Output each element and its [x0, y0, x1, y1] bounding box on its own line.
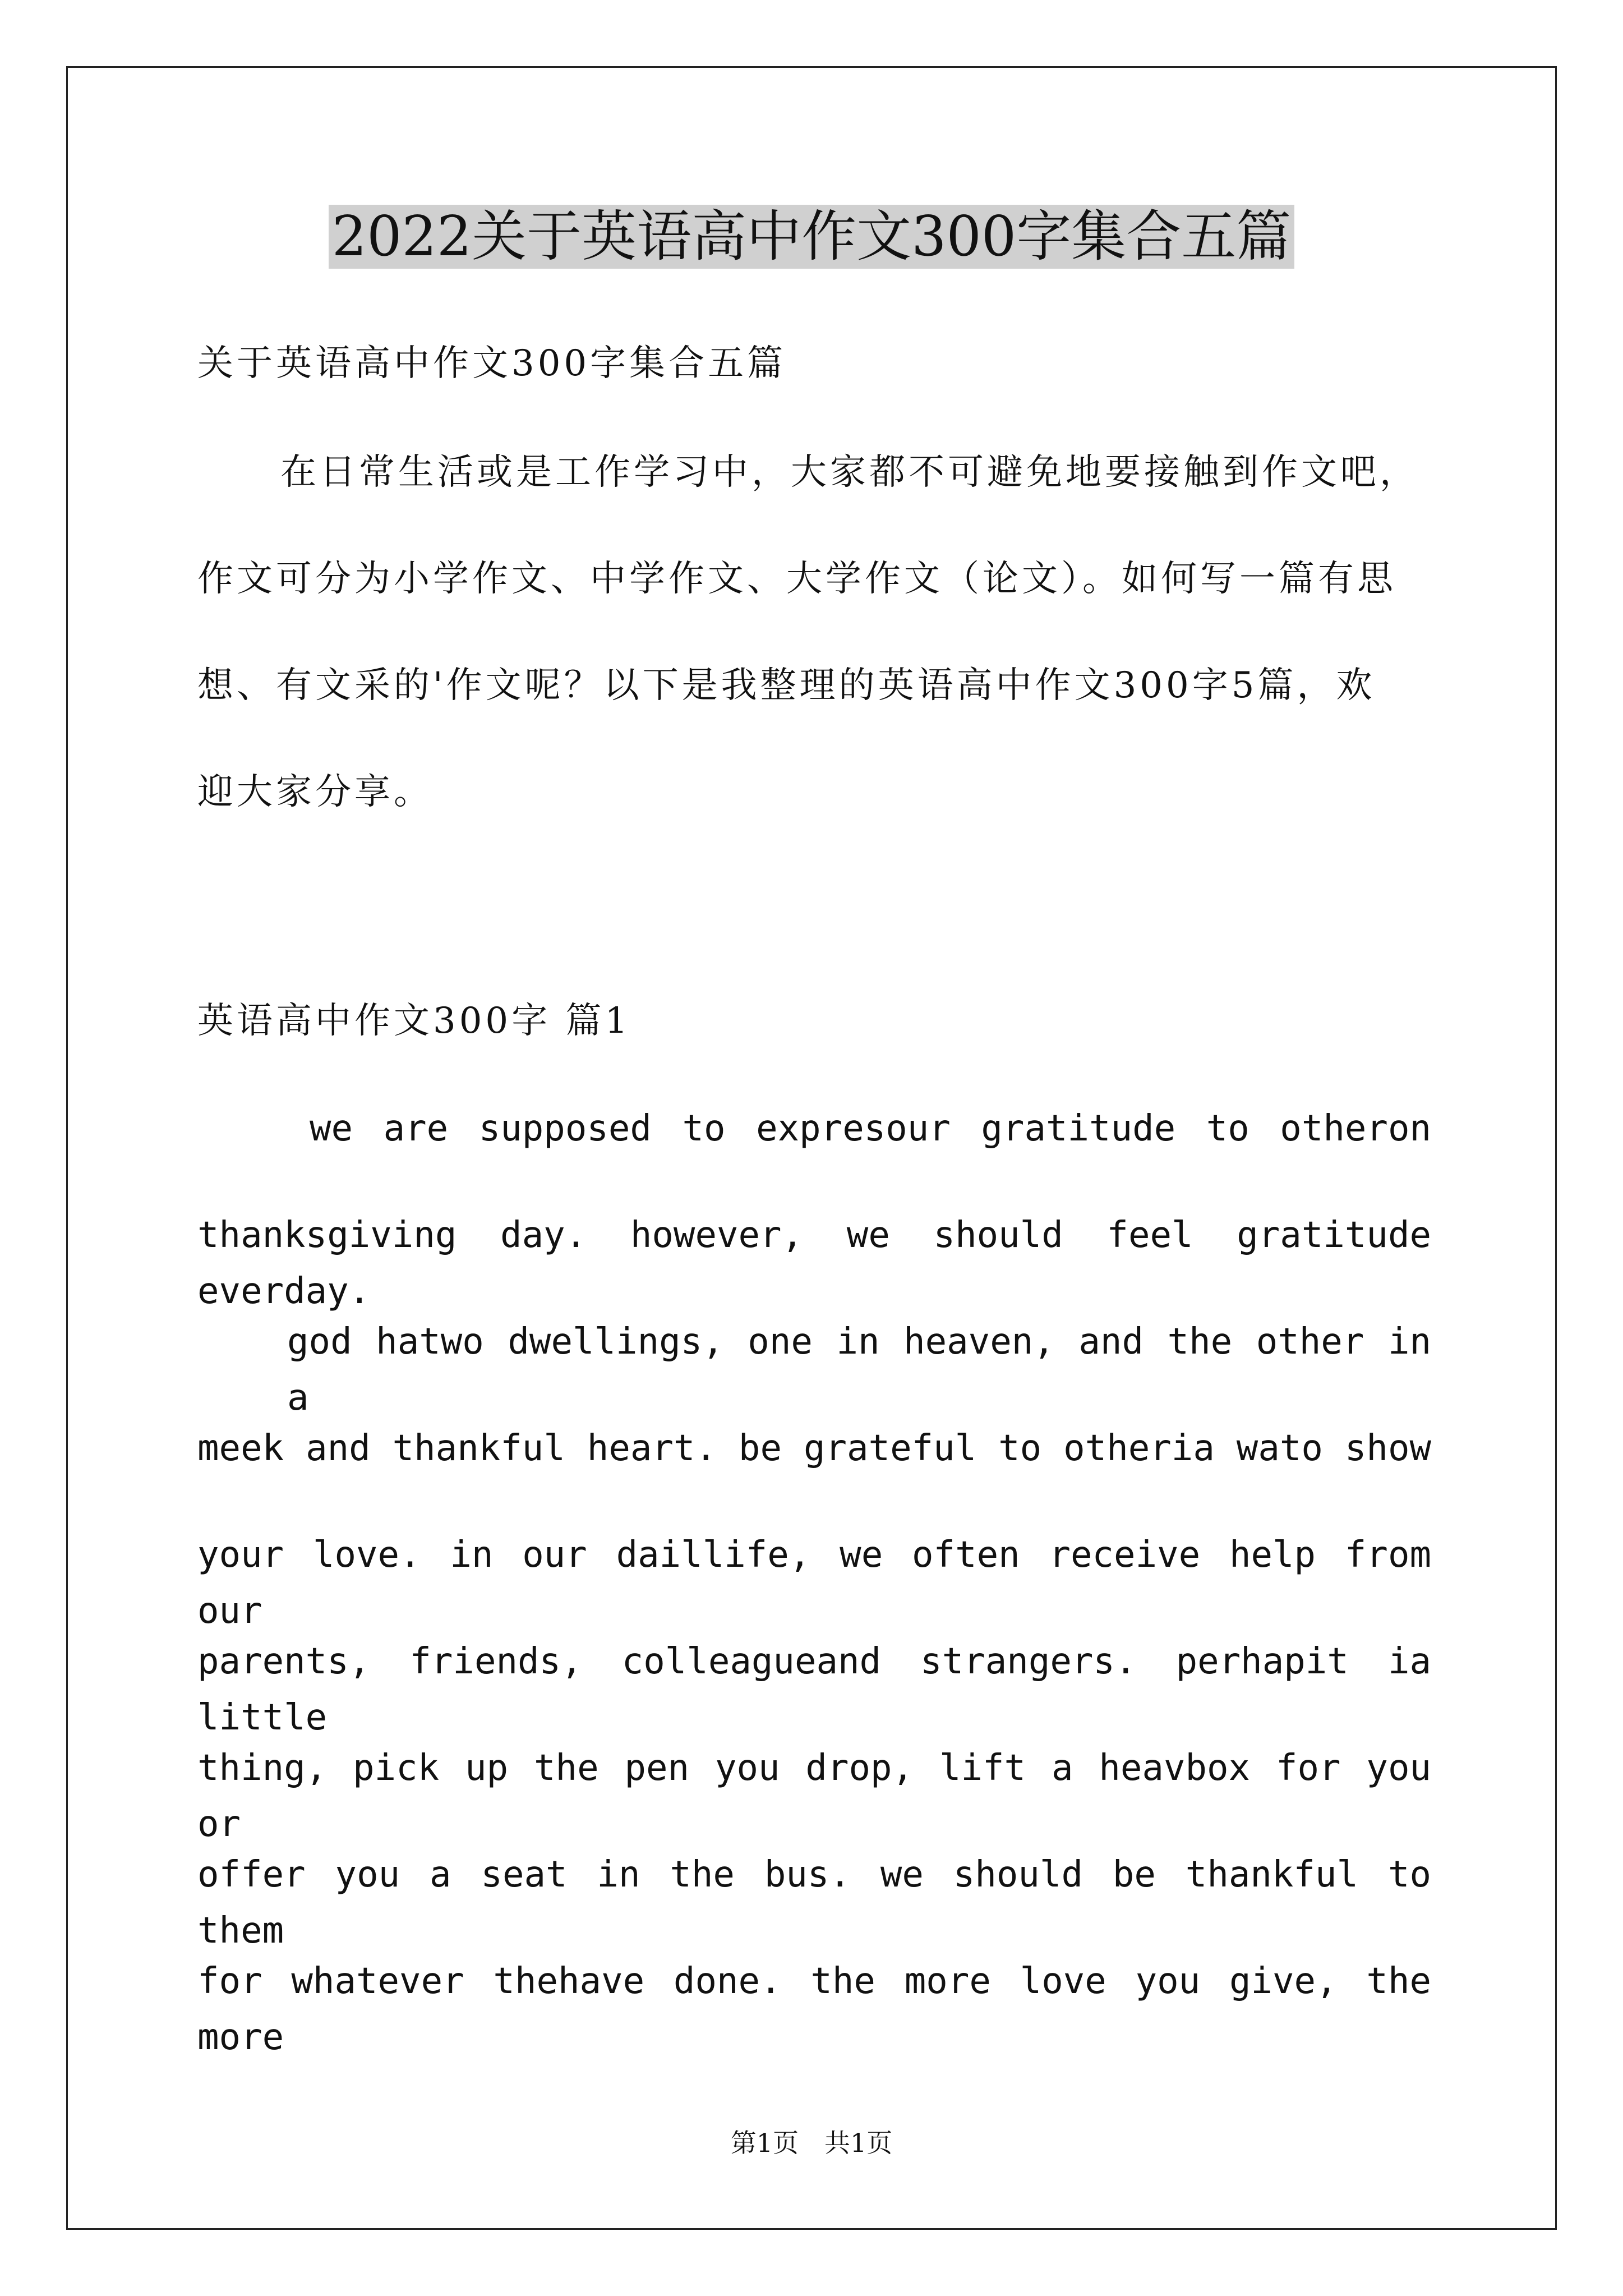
intro-line-1: 在日常生活或是工作学习中，大家都不可避免地要接触到作文吧， — [280, 452, 1419, 493]
page-number-footer: 第1页 共1页 — [730, 2128, 893, 2158]
essay-line-5: your love. in our daillife, we often receive help from our — [197, 1534, 1431, 1632]
essay-line-1: we are supposed to expresour gratitude to otheron — [310, 1108, 1431, 1149]
essay-line-9: for whatever thehave done. the more love you give, the more — [197, 1961, 1431, 2058]
essay-line-6: parents, friends, colleagueand strangers. perhapit ia little — [197, 1641, 1431, 1738]
document-title — [0, 197, 1623, 276]
section-heading: 英语高中作文300字 篇1 — [197, 1000, 631, 1042]
essay-line-7: thing, pick up the pen you drop, lift a heavbox for you or — [197, 1747, 1431, 1845]
essay-line-3: god hatwo dwellings, one in heaven, and the other in a — [287, 1321, 1431, 1419]
intro-line-3: 想、有文采的'作文呢？以下是我整理的英语高中作文300字5篇，欢 — [197, 665, 1376, 706]
intro-line-4: 迎大家分享。 — [197, 771, 433, 813]
document-title-text: 2022关于英语高中作文300字集合五篇 — [329, 205, 1294, 269]
essay-line-2: thanksgiving day. however, we should feel gratitude everday. — [197, 1214, 1431, 1312]
essay-line-8: offer you a seat in the bus. we should be thankful to them — [197, 1854, 1431, 1952]
intro-line-2: 作文可分为小学作文、中学作文、大学作文（论文）。如何写一篇有思 — [197, 558, 1396, 600]
document-subtitle: 关于英语高中作文300字集合五篇 — [197, 343, 787, 384]
essay-line-4: meek and thankful heart. be grateful to otheria wato show — [197, 1428, 1431, 1469]
